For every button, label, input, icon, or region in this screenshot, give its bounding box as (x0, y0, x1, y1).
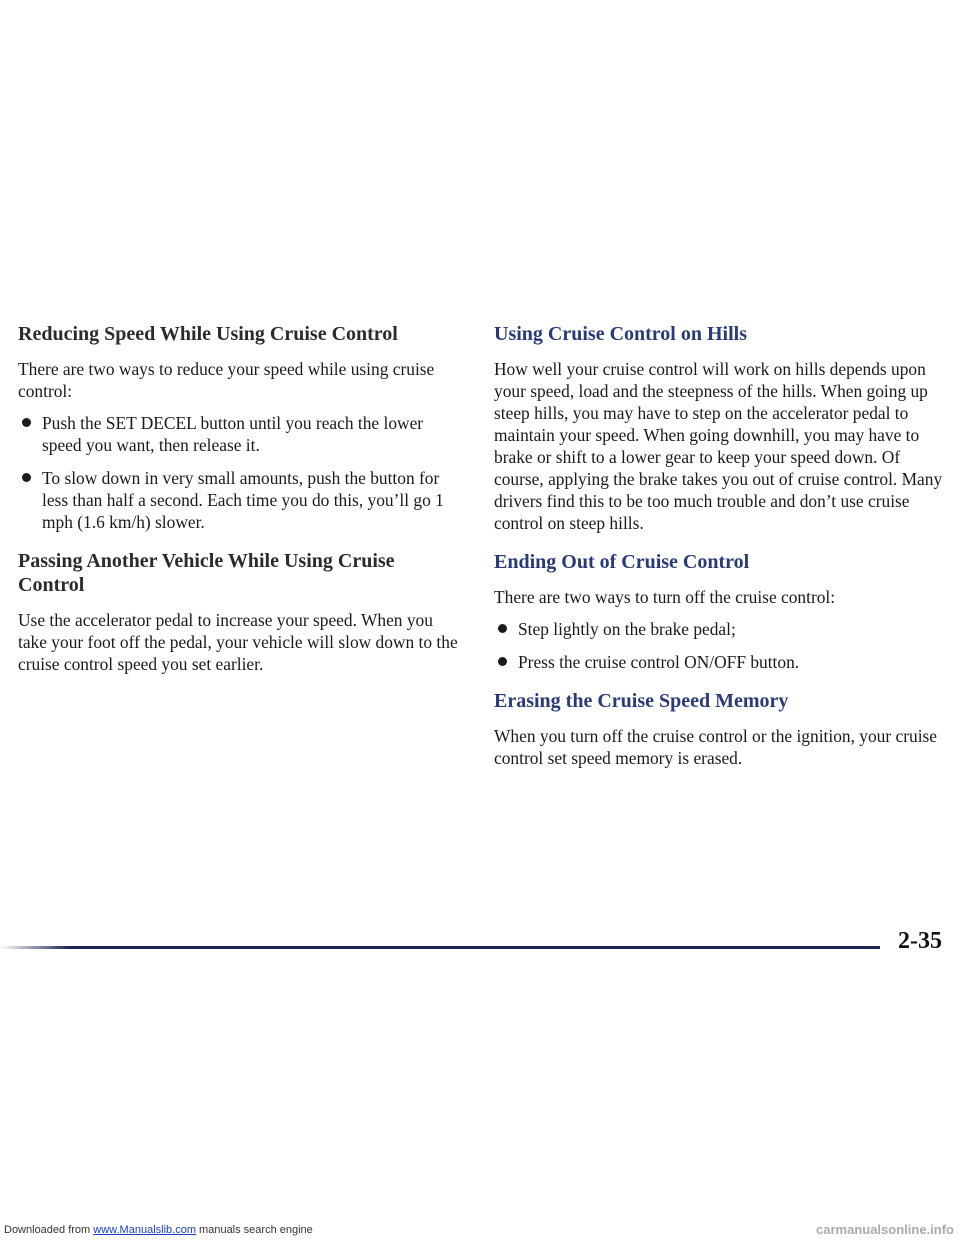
list-item-text: To slow down in very small amounts, push the button for less than half a second. Each time you do this, you’ll go 1 mph (1.6 km/h) slower. (42, 468, 444, 532)
section-hills (494, 322, 944, 534)
heading-ending: Ending Out of Cruise Control (494, 551, 750, 573)
section-ending (494, 550, 944, 673)
download-footer (4, 1224, 313, 1236)
list-item-text: Push the SET DECEL button until you reach the lower speed you want, then release it. (42, 413, 424, 455)
section-erasing (494, 689, 944, 769)
list-item-text: Step lightly on the brake pedal; (518, 619, 736, 639)
bullet-list-ending (494, 618, 944, 673)
bullet-icon (498, 624, 507, 633)
bullet-list-reducing (18, 412, 458, 533)
list-item (18, 412, 458, 456)
section-passing (18, 549, 458, 675)
paragraph-passing: Use the accelerator pedal to increase your speed. When you take your foot off the pedal, your vehicle will slow down to the cruise control speed you set earlier. (18, 610, 458, 674)
manualslib-link[interactable]: www.Manualslib.com (93, 1224, 196, 1236)
section-reducing-speed (18, 322, 458, 533)
heading-hills: Using Cruise Control on Hills (494, 323, 747, 345)
paragraph-ending-intro: There are two ways to turn off the cruise control: (494, 587, 836, 607)
heading-reducing-speed: Reducing Speed While Using Cruise Control (18, 323, 398, 345)
paragraph-reducing-intro: There are two ways to reduce your speed while using cruise control: (18, 359, 435, 401)
bullet-icon (22, 473, 31, 482)
page-number: 2-35 (898, 928, 942, 954)
footer-rule (0, 946, 880, 949)
paragraph-hills: How well your cruise control will work on hills depends upon your speed, load and the steepness of the hills. When going up steep hills, you may have to step on the accelerator pedal to maintain your speed. When going downhill, you may have to brake or shift to a lower gear to keep your speed down. Of course, applying the brake takes you out of cruise control. Many drivers find this to be too much trouble and don’t use cruise control on steep hills. (494, 359, 943, 533)
watermark-text: carmanualsonline.info (816, 1222, 954, 1237)
footer-suffix: manuals search engine (199, 1224, 313, 1236)
list-item (18, 467, 458, 533)
left-column (18, 322, 458, 691)
footer-prefix: Downloaded from (4, 1224, 91, 1236)
list-item-text: Press the cruise control ON/OFF button. (518, 652, 800, 672)
list-item (494, 651, 944, 673)
paragraph-erasing: When you turn off the cruise control or the ignition, your cruise control set speed memory is erased. (494, 726, 938, 768)
list-item (494, 618, 944, 640)
heading-passing: Passing Another Vehicle While Using Cruise Control (18, 550, 395, 596)
bullet-icon (22, 418, 31, 427)
heading-erasing: Erasing the Cruise Speed Memory (494, 690, 789, 712)
right-column (494, 322, 944, 785)
bullet-icon (498, 657, 507, 666)
